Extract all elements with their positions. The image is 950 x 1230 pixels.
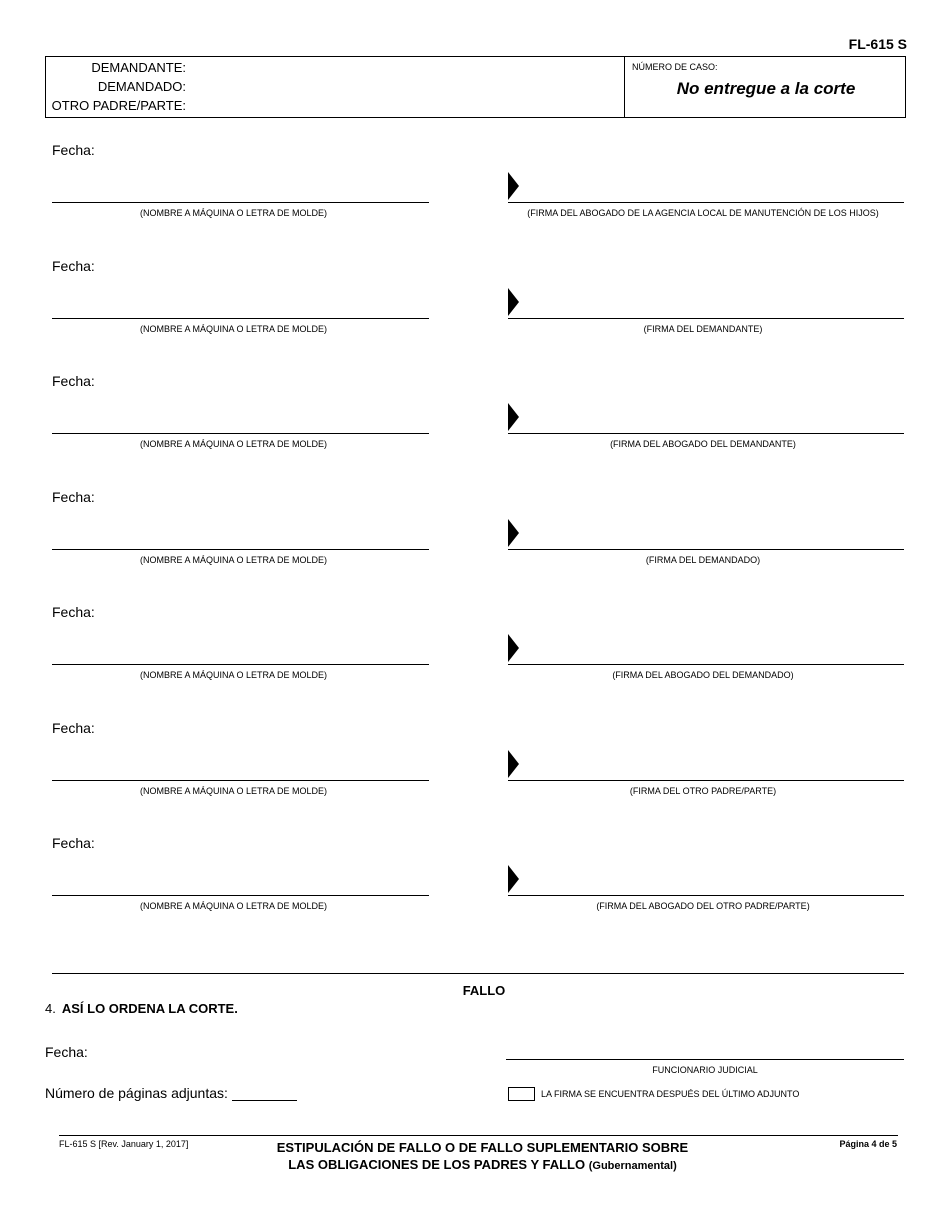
signature-caption: (FIRMA DEL DEMANDANTE)	[643, 324, 763, 334]
printed-name-line[interactable]	[52, 433, 429, 434]
date-label: Fecha:	[52, 720, 95, 736]
pages-attached-label: Número de páginas adjuntas:	[45, 1085, 228, 1101]
party-label-respondent: DEMANDADO:	[97, 79, 186, 94]
item-number: 4.	[45, 1001, 56, 1016]
signature-arrow-icon	[508, 288, 519, 316]
form-title-line-2-text: LAS OBLIGACIONES DE LOS PADRES Y FALLO	[288, 1157, 586, 1172]
signature-arrow-icon	[508, 750, 519, 778]
printed-name-caption: (NOMBRE A MÁQUINA O LETRA DE MOLDE)	[139, 555, 328, 565]
printed-name-caption: (NOMBRE A MÁQUINA O LETRA DE MOLDE)	[139, 324, 328, 334]
signature-caption: (FIRMA DEL ABOGADO DEL DEMANDANTE)	[610, 439, 796, 449]
judgment-date-label: Fecha:	[45, 1044, 88, 1060]
date-label: Fecha:	[52, 489, 95, 505]
checkbox-label: LA FIRMA SE ENCUENTRA DESPUÉS DEL ÚLTIMO ADJUNTO	[541, 1089, 800, 1099]
order-text: ASÍ LO ORDENA LA CORTE.	[61, 1001, 238, 1016]
date-label: Fecha:	[52, 604, 95, 620]
printed-name-caption: (NOMBRE A MÁQUINA O LETRA DE MOLDE)	[139, 901, 328, 911]
judgment-title: FALLO	[462, 983, 506, 998]
form-title	[210, 1139, 755, 1175]
printed-name-line[interactable]	[52, 318, 429, 319]
printed-name-line[interactable]	[52, 664, 429, 665]
order-statement	[45, 1001, 238, 1016]
signature-line[interactable]	[508, 433, 904, 434]
date-label: Fecha:	[52, 835, 95, 851]
printed-name-line[interactable]	[52, 780, 429, 781]
judicial-officer-caption: FUNCIONARIO JUDICIAL	[652, 1065, 758, 1075]
form-title-line-2	[210, 1156, 755, 1175]
signature-line[interactable]	[508, 318, 904, 319]
section-divider	[52, 973, 904, 974]
signature-arrow-icon	[508, 519, 519, 547]
page-number: Página 4 de 5	[839, 1139, 897, 1149]
signature-caption: (FIRMA DEL ABOGADO DE LA AGENCIA LOCAL DE MANUTENCIÓN DE LOS HIJOS)	[527, 208, 879, 218]
signature-arrow-icon	[508, 403, 519, 431]
date-label: Fecha:	[52, 373, 95, 389]
signature-caption: (FIRMA DEL DEMANDADO)	[645, 555, 761, 565]
judicial-officer-signature-line[interactable]	[506, 1059, 904, 1060]
signature-line[interactable]	[508, 664, 904, 665]
signature-caption: (FIRMA DEL ABOGADO DEL DEMANDADO)	[612, 670, 794, 680]
date-label: Fecha:	[52, 258, 95, 274]
case-note: No entregue a la corte	[676, 79, 856, 98]
form-title-line-1: ESTIPULACIÓN DE FALLO O DE FALLO SUPLEMENTARIO SOBRE	[276, 1140, 689, 1155]
printed-name-caption: (NOMBRE A MÁQUINA O LETRA DE MOLDE)	[139, 208, 328, 218]
signature-arrow-icon	[508, 172, 519, 200]
printed-name-line[interactable]	[52, 549, 429, 550]
form-id: FL-615 S	[848, 36, 907, 52]
signature-caption: (FIRMA DEL ABOGADO DEL OTRO PADRE/PARTE)	[596, 901, 810, 911]
signature-line[interactable]	[508, 895, 904, 896]
case-number-label: NÚMERO DE CASO:	[632, 62, 718, 72]
party-label-other-parent: OTRO PADRE/PARTE:	[51, 98, 186, 113]
signature-caption: (FIRMA DEL OTRO PADRE/PARTE)	[629, 786, 777, 796]
printed-name-line[interactable]	[52, 895, 429, 896]
signature-line[interactable]	[508, 549, 904, 550]
signature-line[interactable]	[508, 202, 904, 203]
form-revision: FL-615 S [Rev. January 1, 2017]	[59, 1139, 189, 1149]
signature-after-attachment-checkbox[interactable]	[508, 1087, 535, 1101]
printed-name-caption: (NOMBRE A MÁQUINA O LETRA DE MOLDE)	[139, 670, 328, 680]
pages-attached-field[interactable]	[232, 1100, 297, 1101]
signature-arrow-icon	[508, 634, 519, 662]
form-title-suffix: (Gubernamental)	[588, 1160, 677, 1172]
signature-arrow-icon	[508, 865, 519, 893]
date-label: Fecha:	[52, 142, 95, 158]
printed-name-caption: (NOMBRE A MÁQUINA O LETRA DE MOLDE)	[139, 439, 328, 449]
parties-panel	[46, 57, 625, 117]
printed-name-line[interactable]	[52, 202, 429, 203]
signature-line[interactable]	[508, 780, 904, 781]
case-caption-box	[45, 56, 906, 118]
party-label-plaintiff: DEMANDANTE:	[91, 60, 186, 75]
printed-name-caption: (NOMBRE A MÁQUINA O LETRA DE MOLDE)	[139, 786, 328, 796]
footer-rule	[59, 1135, 898, 1136]
